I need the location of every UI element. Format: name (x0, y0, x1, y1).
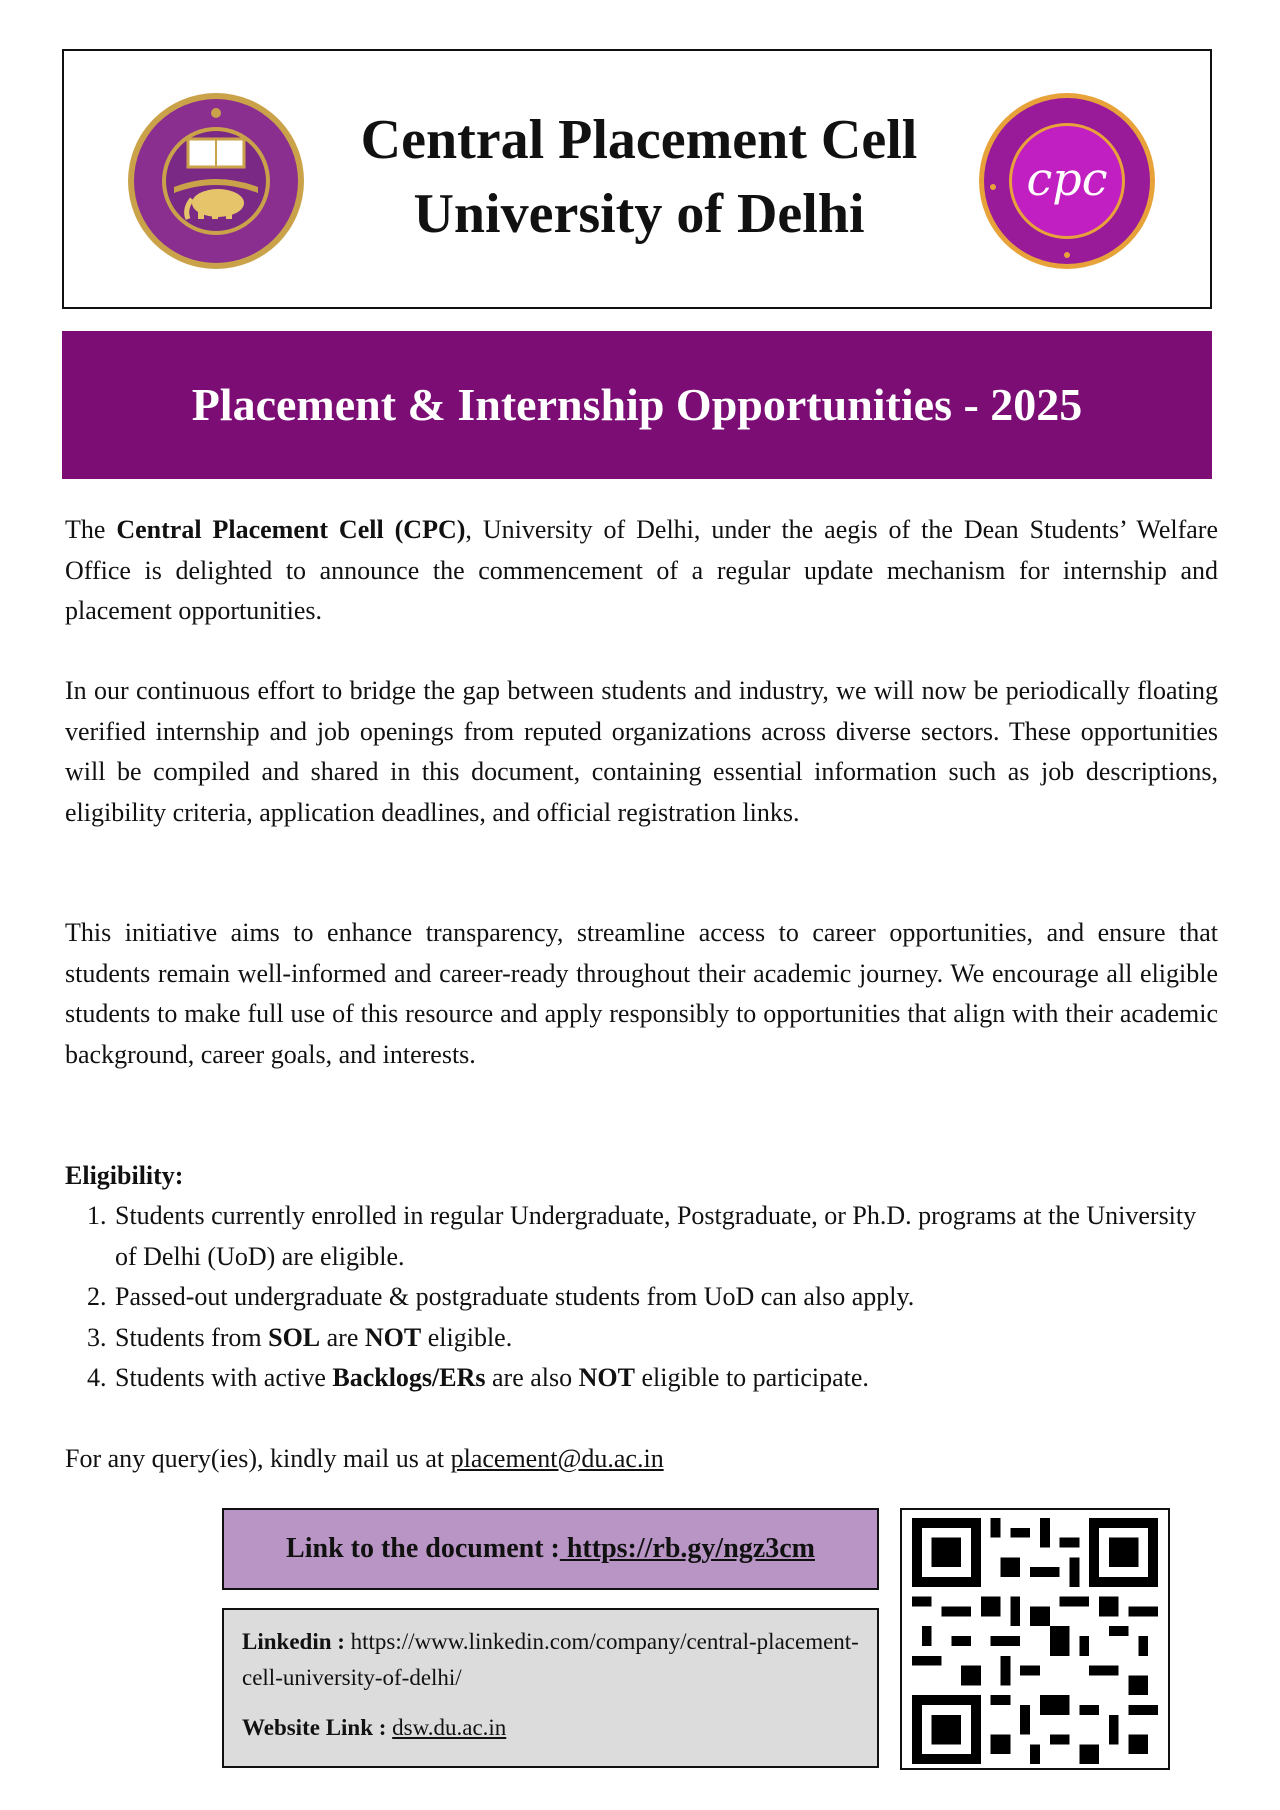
eligibility-title: Eligibility: (65, 1161, 184, 1190)
item-number: 3. (87, 1322, 107, 1352)
item-bold-2: NOT (364, 1322, 422, 1352)
university-seal-logo (126, 91, 306, 271)
p2-text: In our continuous effort to bridge the gap between students and industry, we will now be periodically floating verified internship and job openings from reputed organizations across diverse sectors. These opportunities will be compiled and shared in this document, containing essential information such as job descriptions, eligibility criteria, application deadlines, and official registration links. (65, 676, 1218, 827)
item-bold-1: SOL (268, 1322, 321, 1352)
eligibility-list (65, 1196, 1218, 1399)
document-link-box (222, 1508, 879, 1590)
p1-prefix: The (65, 515, 117, 544)
linkedin-label: Linkedin : (242, 1629, 345, 1654)
doc-link-label: Link to the document : (286, 1533, 560, 1564)
eligibility-item (65, 1277, 1218, 1318)
social-links-box (222, 1608, 879, 1768)
banner-title: Placement & Internship Opportunities - 2025 (62, 331, 1212, 479)
eligibility-item (65, 1318, 1218, 1359)
title-block (304, 103, 974, 251)
cpc-logo-text: cpc (1026, 152, 1108, 206)
eligibility-item (65, 1358, 1218, 1399)
doc-link[interactable]: https://rb.gy/ngz3cm (559, 1533, 815, 1564)
p3-text: This initiative aims to enhance transparency, streamline access to career opportunities, and ensure that students remain well-informed and career-ready throughout their academic journey. We encourage all eligible students to make full use of this resource and apply responsibly to opportunities that align with their academic background, career goals, and interests. (65, 918, 1218, 1069)
query-prefix: For any query(ies), kindly mail us at (65, 1444, 451, 1473)
item-text-c: are also (485, 1363, 579, 1392)
item-number: 4. (87, 1363, 107, 1392)
p1-bold: Central Placement Cell (CPC) (116, 515, 466, 544)
header-box (62, 49, 1212, 309)
item-text-a: Students from (115, 1322, 269, 1352)
item-number: 1. (87, 1201, 107, 1230)
intro-paragraph-1 (65, 510, 1218, 632)
intro-paragraph-2 (65, 671, 1218, 833)
item-bold-1: Backlogs/ERs (332, 1363, 486, 1392)
linkedin-link[interactable]: https://www.linkedin.com/company/central-placement-cell-university-of-delhi/ (242, 1629, 859, 1690)
qr-code-icon (912, 1518, 1158, 1764)
eligibility-item (65, 1196, 1218, 1277)
website-link[interactable]: dsw.du.ac.in (392, 1715, 507, 1740)
item-text-a: Students with active (115, 1363, 333, 1392)
item-bold-2: NOT (578, 1363, 635, 1392)
item-text: Students currently enrolled in regular Undergraduate, Postgraduate, or Ph.D. programs at the University of Delhi (UoD) are eligible. (115, 1201, 1197, 1271)
intro-paragraph-3 (65, 913, 1218, 1075)
title-line-1: Central Placement Cell (360, 109, 918, 171)
query-line (65, 1439, 664, 1480)
website-row (242, 1710, 859, 1746)
qr-code[interactable] (900, 1508, 1170, 1770)
email-link[interactable]: placement@du.ac.in (450, 1444, 664, 1473)
item-text: Passed-out undergraduate & postgraduate students from UoD can also apply. (115, 1282, 915, 1311)
item-text-d: eligible to participate. (634, 1363, 869, 1392)
item-number: 2. (87, 1282, 107, 1311)
cpc-logo (977, 91, 1157, 271)
linkedin-row (242, 1624, 859, 1696)
item-text-c: are (320, 1322, 365, 1352)
item-text-d: eligible. (421, 1322, 513, 1352)
website-label: Website Link : (242, 1715, 387, 1740)
p1-rest: , University of Delhi, under the aegis of the Dean Students’ Welfare Office is delighted to announce the commencement of a regular update mechanism for internship and placement opportunities. (65, 515, 1218, 625)
title-line-2: University of Delhi (413, 183, 865, 245)
